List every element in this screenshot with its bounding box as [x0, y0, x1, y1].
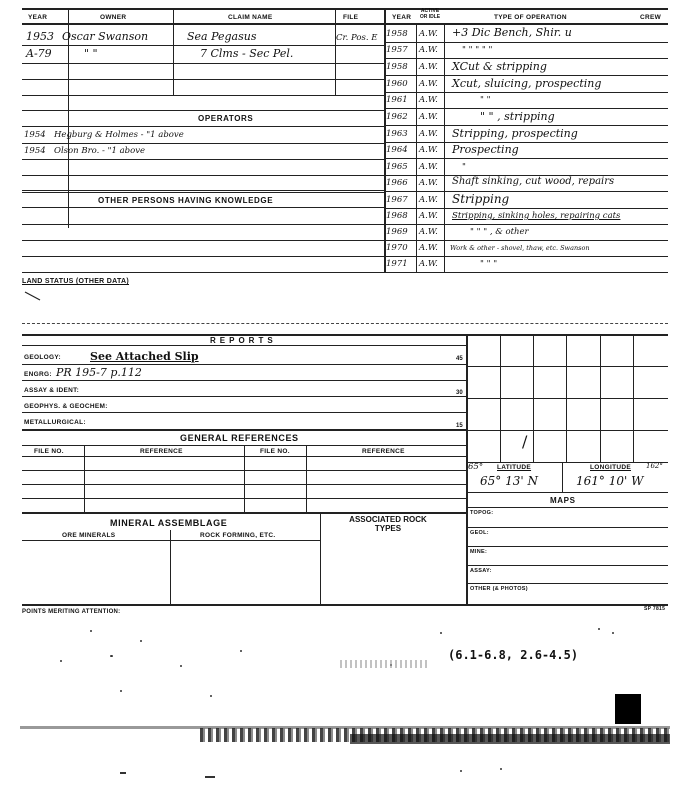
- points-note: (6.1-6.8, 2.6-4.5): [448, 648, 579, 662]
- op-row-11-type: Stripping: [452, 192, 510, 206]
- header-file: FILE: [343, 14, 359, 21]
- associated-rock-types-label: ASSOCIATED ROCK TYPES: [349, 515, 427, 533]
- operator-row-2-name: Olson Bro. - "1 above: [54, 146, 146, 156]
- op-row-10-status: A.W.: [419, 178, 438, 188]
- op-row-9-status: A.W.: [419, 162, 438, 172]
- land-status-mark: [24, 290, 44, 304]
- op-row-8-year: 1964: [386, 145, 408, 155]
- owner-row-2-owner: " ": [84, 47, 98, 60]
- op-row-15-status: A.W.: [419, 259, 438, 269]
- other-persons-label: OTHER PERSONS HAVING KNOWLEDGE: [98, 196, 274, 205]
- col-reference-2: REFERENCE: [362, 448, 405, 455]
- assay-label: ASSAY & IDENT:: [24, 387, 80, 394]
- header-claim-name: CLAIM NAME: [228, 14, 273, 21]
- operator-row-1-year: 1954: [24, 130, 46, 140]
- op-row-12-type: Stripping, sinking holes, repairing cats: [452, 211, 621, 221]
- row-num-30: 30: [456, 390, 463, 396]
- op-row-1-status: A.W.: [419, 29, 438, 39]
- maps-other: OTHER (& PHOTOS): [470, 586, 528, 592]
- operator-row-2-year: 1954: [24, 146, 46, 156]
- form-number: SP 7815: [644, 606, 666, 612]
- op-row-9-type: ": [462, 162, 466, 172]
- lat-prefix: 65°: [468, 462, 484, 472]
- corner-block: [615, 694, 641, 724]
- maps-topog: TOPOG:: [470, 510, 494, 516]
- op-row-13-status: A.W.: [419, 227, 438, 237]
- op-row-14-status: A.W.: [419, 243, 438, 253]
- operator-row-1-name: Hegburg & Holmes - "1 above: [54, 130, 184, 140]
- geology-value: See Attached Slip: [90, 350, 199, 363]
- col-file-no-2: FILE NO.: [260, 448, 290, 455]
- reports-title: REPORTS: [210, 336, 277, 345]
- op-row-9-year: 1965: [386, 162, 408, 172]
- op-row-11-year: 1967: [386, 195, 408, 205]
- op-row-8-type: Prospecting: [452, 143, 519, 156]
- op-row-15-year: 1971: [386, 259, 408, 269]
- latitude-label: LATITUDE: [497, 464, 532, 471]
- owner-row-2-year: A-79: [26, 47, 52, 60]
- owner-row-2-claim: 7 Clms - Sec Pel.: [200, 47, 294, 60]
- op-row-12-year: 1968: [386, 211, 408, 221]
- general-refs-title: GENERAL REFERENCES: [180, 433, 299, 443]
- op-row-4-type: Xcut, sluicing, prospecting: [452, 77, 602, 90]
- op-row-11-status: A.W.: [419, 195, 438, 205]
- op-row-6-status: A.W.: [419, 112, 438, 122]
- owner-row-1-claim: Sea Pegasus: [187, 30, 257, 43]
- op-row-5-type: " ": [480, 95, 491, 105]
- op-row-1-type: +3 Dic Bench, Shir. u: [452, 26, 572, 39]
- owner-row-1-owner: Oscar Swanson: [62, 30, 149, 43]
- maps-geol: GEOL:: [470, 530, 489, 536]
- scan-artifact-line: [22, 323, 668, 324]
- grid-mark: /: [522, 432, 528, 451]
- points-label: POINTS MERITING ATTENTION:: [22, 609, 121, 615]
- op-row-6-type: " " , stripping: [480, 110, 555, 123]
- engrg-value: PR 195-7 p.112: [56, 366, 142, 379]
- op-row-8-status: A.W.: [419, 145, 438, 155]
- op-row-3-status: A.W.: [419, 62, 438, 72]
- rock-forming-label: ROCK FORMING, ETC.: [200, 532, 276, 539]
- op-row-13-type: " " " , & other: [470, 227, 529, 237]
- header-type-of-operation: TYPE OF OPERATION: [494, 14, 567, 21]
- row-num-15: 15: [456, 423, 463, 429]
- header-year-2: YEAR: [392, 14, 412, 21]
- op-row-7-status: A.W.: [419, 129, 438, 139]
- op-row-1-year: 1958: [386, 29, 408, 39]
- op-row-14-year: 1970: [386, 243, 408, 253]
- operators-label: OPERATORS: [198, 114, 254, 123]
- engrg-label: ENGRG:: [24, 371, 52, 378]
- op-row-10-type: Shaft sinking, cut wood, repairs: [452, 176, 615, 187]
- geology-label: GEOLOGY:: [24, 354, 61, 361]
- op-row-5-status: A.W.: [419, 95, 438, 105]
- col-reference: REFERENCE: [140, 448, 183, 455]
- op-row-5-year: 1961: [386, 95, 408, 105]
- longitude-label: LONGITUDE: [590, 464, 631, 471]
- op-row-4-year: 1960: [386, 79, 408, 89]
- row-num-45: 45: [456, 356, 463, 362]
- longitude-value: 161° 10' W: [576, 474, 644, 488]
- op-row-3-year: 1958: [386, 62, 408, 72]
- land-status-label: LAND STATUS (OTHER DATA): [22, 278, 130, 285]
- op-row-2-year: 1957: [386, 45, 408, 55]
- op-row-7-type: Stripping, prospecting: [452, 127, 578, 140]
- op-row-7-year: 1963: [386, 129, 408, 139]
- header-crew: CREW: [640, 14, 662, 21]
- owner-row-1-year: 1953: [26, 30, 54, 43]
- op-row-2-type: " " " " ": [462, 45, 493, 55]
- maps-mine: MINE:: [470, 549, 488, 555]
- geophys-label: GEOPHYS. & GEOCHEM:: [24, 403, 108, 410]
- op-row-4-status: A.W.: [419, 79, 438, 89]
- ore-minerals-label: ORE MINERALS: [62, 532, 116, 539]
- op-row-2-status: A.W.: [419, 45, 438, 55]
- op-row-13-year: 1969: [386, 227, 408, 237]
- owner-row-1-file: Cr. Pos. E: [336, 33, 378, 43]
- op-row-15-type: " " ": [480, 259, 498, 269]
- op-row-10-year: 1966: [386, 178, 408, 188]
- col-file-no: FILE NO.: [34, 448, 64, 455]
- op-row-3-type: XCut & stripping: [452, 60, 547, 73]
- maps-title: MAPS: [550, 496, 576, 505]
- maps-assay: ASSAY:: [470, 568, 492, 574]
- header-active-or-idle: ACTIVE OR IDLE: [419, 8, 441, 20]
- header-year: YEAR: [28, 14, 48, 21]
- op-row-14-type: Work & other - shovel, thaw, etc. Swanson: [450, 244, 590, 252]
- header-owner: OWNER: [100, 14, 127, 21]
- mineral-title: MINERAL ASSEMBLAGE: [110, 518, 228, 528]
- latitude-value: 65° 13' N: [480, 474, 538, 488]
- op-row-6-year: 1962: [386, 112, 408, 122]
- op-row-12-status: A.W.: [419, 211, 438, 221]
- metallurgical-label: METALLURGICAL:: [24, 419, 86, 426]
- longitude-note: 162°: [646, 462, 663, 470]
